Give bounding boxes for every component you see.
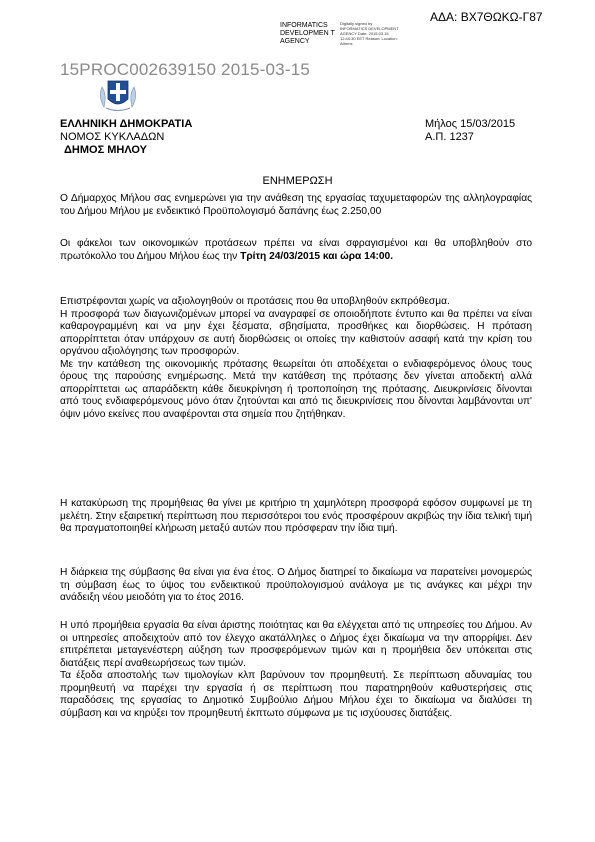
signature-metadata: Digitally signed by INFORMATICS DEVELOPMENT AGENCY Date: 2015.03.15 12:44:30 EET Reason: Location: Athens (340, 21, 399, 46)
terms-line-acceptance: Με την κατάθεση της οικονομικής πρότασης θεωρείται ότι αποδέχεται ο ενδιαφερόμενος όλους τους όρους της παρούσης ενημέρωσης. Μετά την κατάθεση της πρότασης δεν γίνεται αποδεκτή αλλά απορρίπτεται ως απαράδεκτη κάθε διευκρίνηση ή τροποποίηση της πρότασης. Διευκρινίσεις δίνονται από τους ενδιαφερόμενους μόνο όταν ζητούνται και από τις διευκρινίσεις που δίνονται λαμβάνονται υπ' όψιν μόνο εκείνες που αναφέρονται στα σημεία που ζητήθηκαν. (60, 358, 532, 420)
terms-line-form: Η προσφορά των διαγωνιζομένων μπορεί να αναγραφεί σε οποιοδήποτε έντυπο και θα πρέπει να είναι καθαρογραμμένη και να μην έχει ξέσματα, σβησίματα, προσθήκες και διορθώσεις. Η πρόταση απορρίπτεται όταν υπάρχουν σε αυτή διορθώσεις οι οποίες την καθιστούν ασαφή κατά την κρίση του οργάνου αξιολόγησης των προσφορών. (60, 308, 532, 357)
protocol-number: Α.Π. 1237 (425, 131, 474, 143)
signature-agency: INFORMATICS DEVELOPMEN T AGENCY (280, 22, 335, 45)
paragraph-text (60, 238, 532, 263)
org-republic: ΕΛΛΗΝΙΚΗ ΔΗΜΟΚΡΑΤΙΑ (60, 118, 193, 130)
expenses-line: Τα έξοδα αποστολής των τιμολογίων κλπ βαρύνουν τον προμηθευτή. Σε περίπτωση αδυναμίας του προμηθευτή να παρέχει την εργασία ή σε περίπτωση που παρατηρηθούν καθυστερήσεις στις παραδόσεις της εργασίας το Δημοτικό Συμβούλιο Δήμου Μήλου έχει το δικαίωμα να διαλύσει τη σύμβαση και να κηρύξει τον προμηθευτή έκπτωτο σύμφωνα με τις ισχύουσες διατάξεις. (60, 670, 532, 719)
paragraph-duration (60, 567, 532, 605)
paragraph-award (60, 498, 532, 536)
greek-emblem-icon (96, 77, 140, 113)
paragraph-text: Η διάρκεια της σύμβασης θα είναι για ένα έτος. Ο Δήμος διατηρεί το δικαίωμα να παρατείνει μονομερώς τη σύμβαση έως το ύψος του ενδεικτικού προϋπολογισμού ανάλογα με τις ανάγκες και μέχρι την ανάδειξη νέου μειοδότη για το έτος 2016. (60, 567, 532, 603)
submission-text: Οι φάκελοι των οικονομικών προτάσεων πρέπει να είναι σφραγισμένοι και θα υποβληθούν στο πρωτόκολλο του Δήμου Μήλου έως την (60, 238, 532, 262)
quality-line: Η υπό προμήθεια εργασία θα είναι άριστης ποιότητας και θα ελέγχεται από τις υπηρεσίες του Δήμου. Αν οι υπηρεσίες αποδειχτούν από τον έλεγχο ακατάλληλες ο Δήμος έχει δικαίωμα να την απορρίψει. Δεν επιτρέπεται μεταγενέστερη αύξηση των προσφερόμενων τιμών και η προμήθεια δεν υπόκειται στις διατάξεις περί αναθεωρήσεως των τιμών. (60, 620, 532, 669)
header-organization (60, 118, 192, 157)
paragraph-terms (60, 296, 532, 421)
paragraph-text: Η κατακύρωση της προμήθειας θα γίνει με κριτήριο τη χαμηλότερη προσφορά εφόσον συμφωνεί με τη μελέτη. Στην εξαιρετική περίπτωση που περισσότεροι του ενός προσφέρουν ακριβώς την ίδια τελική τιμή θα πραγματοποιηθεί κλήρωση μεταξύ αυτών που πρόσφεραν την ίδια τιμή. (60, 498, 532, 534)
paragraph-quality (60, 620, 532, 720)
submission-deadline: Τρίτη 24/03/2015 και ώρα 14:00. (240, 250, 394, 262)
terms-line-late: Επιστρέφονται χωρίς να αξιολογηθούν οι προτάσεις που θα υποβληθούν εκπρόθεσμα. (60, 296, 450, 307)
document-code: 15PROC002639150 2015-03-15 (60, 60, 310, 79)
org-municipality: ΔΗΜΟΣ ΜΗΛΟΥ (64, 144, 147, 156)
org-prefecture: ΝΟΜΟΣ ΚΥΚΛΑΔΩΝ (60, 131, 165, 143)
document-title: ΕΝΗΜΕΡΩΣΗ (262, 175, 333, 187)
paragraph-text: Ο Δήμαρχος Μήλου σας ενημερώνει για την ανάθεση της εργασίας ταχυμεταφορών της αλληλογραφίας του Δήμου Μήλου με ενδεικτικό Προϋπολογισμό δαπάνης έως 2.250,00 (60, 193, 532, 217)
document-date: Μήλος 15/03/2015 (425, 118, 516, 130)
paragraph-submission (60, 238, 532, 263)
paragraph-assignment (60, 193, 532, 218)
header-date-protocol (425, 118, 515, 144)
ada-code: ΑΔΑ: ΒΧ7ΘΩΚΩ-Γ87 (430, 10, 543, 24)
